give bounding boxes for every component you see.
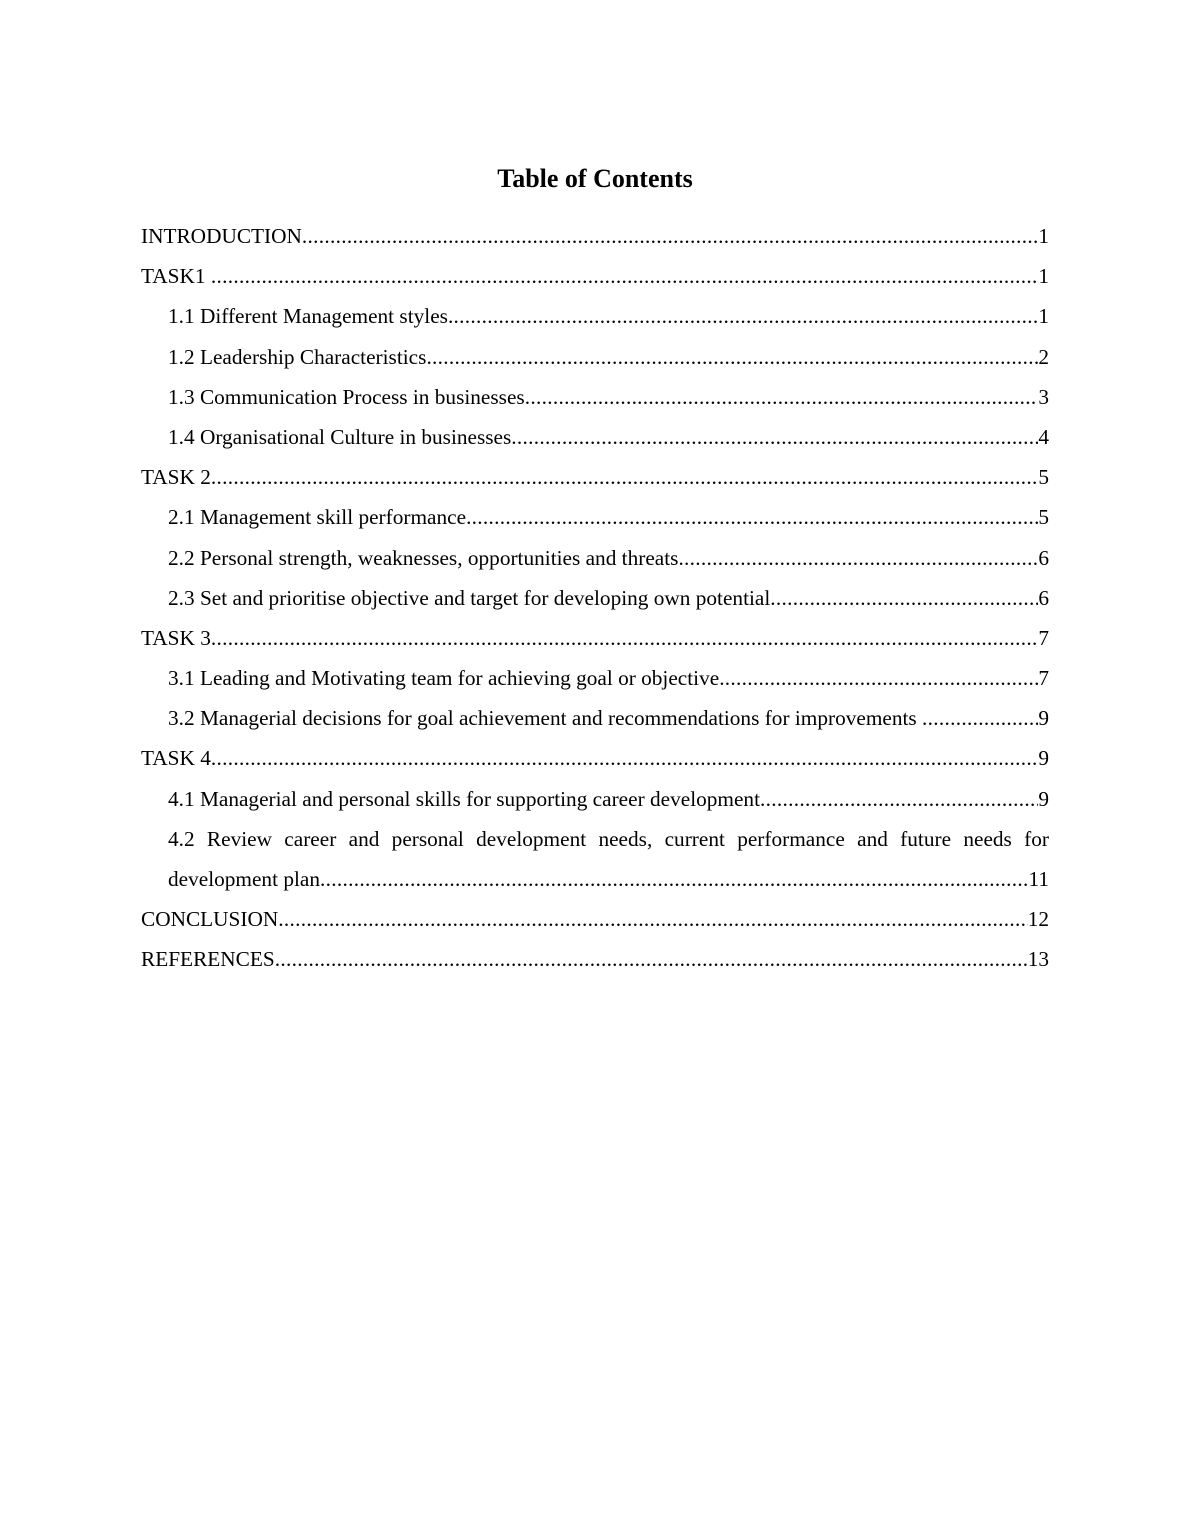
toc-entry-page: 6 bbox=[1038, 585, 1049, 610]
toc-entry-page: 3 bbox=[1038, 384, 1049, 409]
toc-entry-1-4[interactable] bbox=[141, 417, 1049, 457]
toc-entry-label: INTRODUCTION bbox=[141, 224, 302, 248]
toc-entry-label: 1.1 Different Management styles bbox=[168, 304, 448, 329]
toc-entry-page: 1 bbox=[1038, 264, 1049, 289]
toc-leader-dots bbox=[525, 377, 1039, 417]
toc-entry-task2[interactable] bbox=[141, 457, 1049, 497]
toc-title: Table of Contents bbox=[497, 164, 693, 193]
toc-leader-dots bbox=[448, 296, 1038, 336]
toc-entry-page: 5 bbox=[1038, 505, 1049, 530]
toc-entry-conclusion[interactable] bbox=[141, 899, 1049, 939]
toc-entry-page: 7 bbox=[1038, 666, 1049, 691]
toc-entry-label: TASK1 bbox=[141, 264, 211, 289]
toc-entry-label-line1: 4.2 Review career and personal development needs, current performance and future needs for bbox=[168, 826, 1049, 851]
toc-leader-dots bbox=[211, 256, 1038, 296]
toc-entry-label: 3.1 Leading and Motivating team for achieving goal or objective bbox=[168, 666, 720, 691]
toc-entry-page: 9 bbox=[1038, 706, 1049, 731]
toc-entry-task4[interactable] bbox=[141, 738, 1049, 778]
toc-entry-label: 2.2 Personal strength, weaknesses, opportunities and threats bbox=[168, 545, 679, 570]
toc-leader-dots bbox=[511, 417, 1038, 457]
toc-entry-label: TASK 4 bbox=[141, 746, 211, 771]
toc-leader-dots bbox=[466, 497, 1038, 537]
toc-entry-label: TASK 2 bbox=[141, 465, 211, 490]
toc-entry-introduction[interactable] bbox=[141, 216, 1049, 256]
toc-list bbox=[141, 216, 1049, 980]
toc-entry-label: 3.2 Managerial decisions for goal achievement and recommendations for improvements bbox=[168, 706, 923, 731]
toc-entry-references[interactable] bbox=[141, 939, 1049, 979]
toc-entry-label-line2-row bbox=[168, 859, 1049, 899]
toc-leader-dots bbox=[719, 658, 1038, 698]
toc-entry-page: 13 bbox=[1027, 947, 1049, 972]
toc-entry-2-1[interactable] bbox=[141, 497, 1049, 537]
toc-entry-3-2[interactable] bbox=[141, 698, 1049, 738]
toc-leader-dots bbox=[211, 738, 1038, 778]
toc-entry-page: 1 bbox=[1038, 304, 1049, 329]
toc-entry-4-2[interactable] bbox=[141, 819, 1049, 899]
toc-entry-1-2[interactable] bbox=[141, 337, 1049, 377]
toc-leader-dots bbox=[922, 698, 1038, 738]
toc-entry-label: 2.1 Management skill performance bbox=[168, 505, 467, 530]
toc-entry-page: 9 bbox=[1038, 746, 1049, 771]
toc-entry-2-2[interactable] bbox=[141, 538, 1049, 578]
toc-entry-2-3[interactable] bbox=[141, 578, 1049, 618]
toc-entry-label: TASK 3 bbox=[141, 625, 211, 650]
toc-entry-page: 7 bbox=[1038, 625, 1049, 650]
toc-leader-dots bbox=[275, 939, 1028, 979]
toc-leader-dots bbox=[278, 899, 1027, 939]
toc-entry-4-1[interactable] bbox=[141, 779, 1049, 819]
toc-entry-label-line2: development plan bbox=[168, 867, 320, 891]
toc-entry-page: 12 bbox=[1027, 907, 1049, 932]
toc-leader-dots bbox=[320, 859, 1028, 899]
toc-entry-1-1[interactable] bbox=[141, 296, 1049, 336]
toc-leader-dots bbox=[770, 578, 1038, 618]
toc-entry-task1[interactable] bbox=[141, 256, 1049, 296]
toc-entry-3-1[interactable] bbox=[141, 658, 1049, 698]
toc-entry-page: 9 bbox=[1038, 786, 1049, 811]
toc-entry-label: 1.3 Communication Process in businesses bbox=[168, 384, 525, 409]
toc-entry-page: 2 bbox=[1038, 344, 1049, 369]
toc-leader-dots bbox=[211, 618, 1038, 658]
toc-entry-label: 2.3 Set and prioritise objective and target for developing own potential bbox=[168, 585, 771, 610]
toc-entry-label: 1.2 Leadership Characteristics bbox=[168, 344, 427, 369]
toc-leader-dots bbox=[426, 337, 1038, 377]
toc-entry-1-3[interactable] bbox=[141, 377, 1049, 417]
toc-leader-dots bbox=[211, 457, 1038, 497]
toc-leader-dots bbox=[302, 216, 1038, 256]
toc-leader-dots bbox=[760, 779, 1038, 819]
toc-entry-label: 1.4 Organisational Culture in businesses bbox=[168, 424, 512, 449]
toc-entry-page: 11 bbox=[1028, 867, 1049, 891]
toc-entry-page: 6 bbox=[1038, 545, 1049, 570]
toc-entry-page: 1 bbox=[1038, 224, 1049, 248]
toc-entry-label: 4.1 Managerial and personal skills for supporting career development bbox=[168, 786, 760, 811]
toc-entry-page: 4 bbox=[1038, 424, 1049, 449]
toc-entry-page: 5 bbox=[1038, 465, 1049, 490]
toc-entry-task3[interactable] bbox=[141, 618, 1049, 658]
toc-entry-label: CONCLUSION bbox=[141, 907, 279, 932]
toc-entry-label: REFERENCES bbox=[141, 947, 275, 972]
toc-leader-dots bbox=[678, 538, 1038, 578]
